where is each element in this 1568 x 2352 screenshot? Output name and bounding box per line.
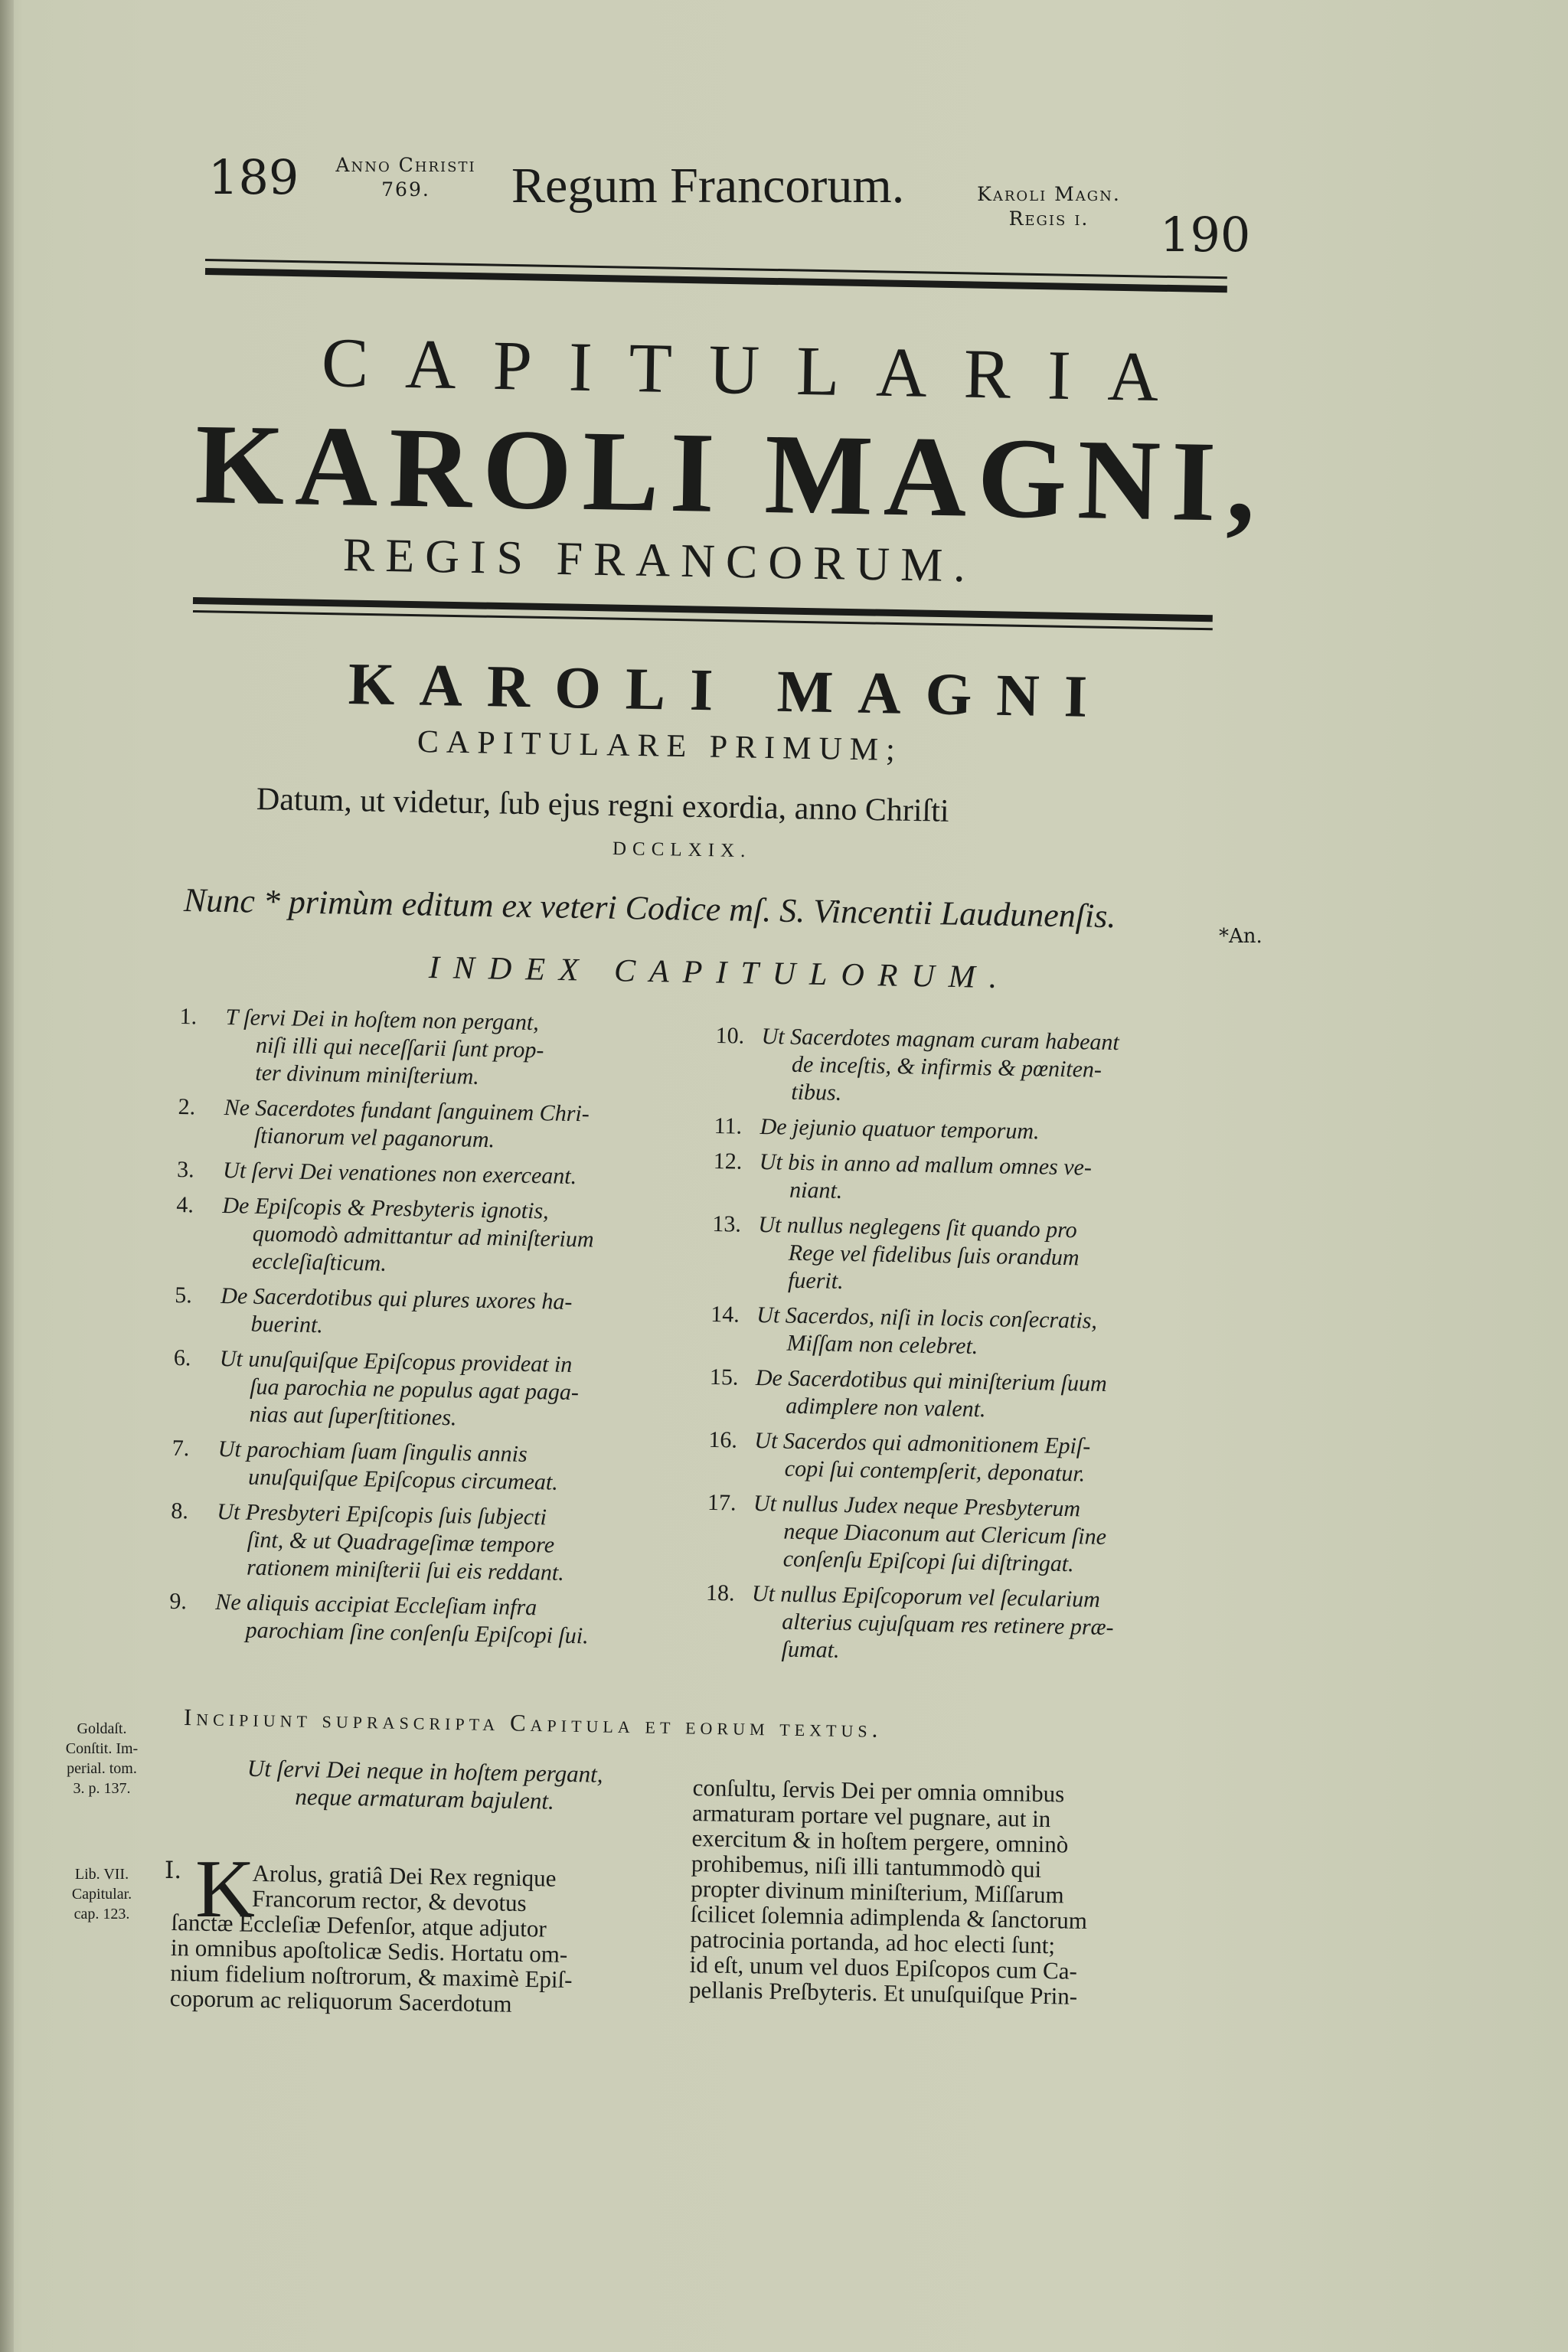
index-entry-number: 5. — [175, 1282, 193, 1308]
index-entry-text — [214, 1589, 589, 1651]
chapter-title-line: Ut ſervi Dei neque in hoſtem pergant, — [247, 1754, 603, 1788]
index-entry-number: 7. — [172, 1435, 190, 1462]
index-entry-line: fuerit. — [787, 1267, 844, 1294]
index-entry-text — [224, 1004, 544, 1092]
body-line: Arolus, gratiâ Dei Rex regnique — [252, 1859, 557, 1892]
index-entry-line: Ut Sacerdos qui admonitionem Epiſ- — [754, 1427, 1091, 1459]
chapter-1-title — [172, 1753, 678, 1818]
index-entry-number: 16. — [708, 1426, 738, 1453]
body-line: patrocinia portanda, ad hoc electi ſunt; — [689, 1925, 1056, 1959]
body-line: propter divinum miniſterium, Miſſarum — [691, 1874, 1064, 1909]
body-line: conſultu, ſervis Dei per omnia omnibus — [692, 1774, 1065, 1808]
margin-note-line: 3. p. 137. — [73, 1780, 131, 1797]
index-entry-number: 1. — [179, 1003, 198, 1030]
title-rule-thick — [193, 597, 1213, 622]
body-line: armaturam portare vel pugnare, aut in — [691, 1798, 1051, 1833]
index-entry-line: conſenſu Epiſcopi ſui diſtringat. — [782, 1546, 1074, 1577]
running-title: Regum Francorum. — [511, 158, 905, 214]
index-entry-line: ſumat. — [781, 1636, 840, 1663]
index-entry-text — [756, 1302, 1097, 1363]
index-entry-line: Ut unuſquiſque Epiſcopus provideat in — [219, 1345, 573, 1378]
index-entry-text — [220, 1282, 572, 1344]
section-heading: KAROLI MAGNI — [348, 650, 1112, 730]
margin-note-line: perial. tom. — [67, 1760, 137, 1777]
margin-note-goldast — [44, 1719, 159, 1798]
index-entry-number: 14. — [710, 1301, 740, 1328]
index-entry-line: Ut nullus neglegens ſit quando pro — [758, 1212, 1077, 1243]
book-spine — [0, 0, 14, 2352]
body-right-column — [689, 1775, 1191, 2011]
body-line: prohibemus, niſi illi tantummodò qui — [691, 1849, 1042, 1883]
margin-note-lib — [44, 1864, 159, 1924]
index-entry — [714, 1112, 1235, 1145]
index-entry — [179, 1003, 701, 1089]
margin-note-line: Lib. VII. — [74, 1866, 129, 1883]
index-entry — [169, 1588, 691, 1649]
index-entry-line: Ne aliquis accipiat Eccleſiam infra — [215, 1589, 537, 1621]
index-entry-line: ſint, & ut Quadrageſimæ tempore — [247, 1527, 555, 1558]
index-entry-line: unuſquiſque Epiſcopus circumeat. — [247, 1464, 559, 1495]
year-roman: DCCLXIX. — [612, 838, 752, 862]
index-entry-number: 6. — [173, 1344, 191, 1371]
index-entry-number: 13. — [712, 1210, 742, 1237]
index-entry-line: Ut Sacerdotes magnam curam habeant — [761, 1024, 1120, 1056]
index-entry-line: tibus. — [791, 1079, 842, 1106]
index-entry — [709, 1364, 1230, 1423]
index-entry-line: eccleſiaſticum. — [251, 1248, 387, 1276]
index-right-column — [704, 1022, 1244, 1705]
datum-line: Datum, ut videtur, ſub ejus regni exordia, anno Chriſti — [256, 782, 949, 829]
year: 769. — [381, 178, 430, 201]
index-entry-text — [760, 1023, 1119, 1112]
index-entry-line: Rege vel fidelibus ſuis orandum — [788, 1240, 1080, 1271]
index-entry-text — [221, 1192, 595, 1281]
index-entry — [172, 1435, 693, 1495]
running-head-left — [302, 153, 509, 202]
index-entry-line: alterius cujuſquam res retinere præ- — [782, 1609, 1114, 1641]
index-entry-line: De Sacerdotibus qui plures uxores ha- — [220, 1282, 573, 1315]
index-entry-text — [223, 1157, 577, 1191]
index-entry-line: Miſſam non celebret. — [786, 1330, 978, 1360]
margin-note-line: Capitular. — [71, 1886, 132, 1903]
index-entry-number: 2. — [178, 1093, 196, 1120]
index-entry-text — [755, 1364, 1107, 1426]
index-entry-line: niant. — [789, 1177, 843, 1204]
index-entry — [176, 1191, 697, 1276]
index-entry-text — [760, 1113, 1040, 1145]
running-head-right — [946, 182, 1152, 231]
index-entry — [715, 1022, 1236, 1106]
index-entry-line: neque Diaconum aut Clericum ſine — [783, 1518, 1107, 1550]
index-entry-line: buerint. — [250, 1311, 324, 1338]
index-entry-number: 11. — [714, 1112, 743, 1139]
index-entry-text — [759, 1148, 1092, 1210]
index-entry-number: 4. — [176, 1191, 194, 1218]
index-entry-text — [217, 1436, 559, 1497]
title-regis-francorum: REGIS FRANCORUM. — [342, 529, 977, 593]
index-entry — [176, 1156, 698, 1190]
index-entry-line: Ut parochiam ſuam ſingulis annis — [217, 1436, 528, 1468]
index-entry-line: De Epiſcopis & Presbyteris ignotis, — [222, 1193, 549, 1224]
karoli-magn: Karoli Magn. — [977, 183, 1121, 205]
body-line: coporum ac reliquorum Sacerdotum — [169, 1984, 512, 2017]
drop-cap: K — [195, 1844, 255, 1935]
index-entry-text — [218, 1345, 580, 1434]
index-entry — [173, 1344, 694, 1431]
index-entry-line: Ut Presbyteri Epiſcopis ſuis ſubjecti — [217, 1498, 547, 1530]
index-entry-line: De jejunio quatuor temporum. — [760, 1114, 1040, 1145]
body-line: Francorum rector, & devotus — [251, 1884, 527, 1917]
title-capitularia: CAPITULARIA — [321, 323, 1197, 416]
section-subheading: CAPITULARE PRIMUM; — [416, 724, 903, 769]
index-entry — [712, 1210, 1233, 1294]
index-entry-text — [216, 1498, 566, 1587]
index-entry-number: 9. — [169, 1588, 188, 1615]
index-entry-number: 17. — [707, 1489, 737, 1516]
chapter-number: I. — [165, 1857, 182, 1884]
index-entry-line: copi ſui contempſerit, deponatur. — [784, 1455, 1086, 1487]
index-entry-text — [754, 1427, 1091, 1488]
body-line: exercitum & in hoſtem pergere, omninò — [691, 1824, 1069, 1858]
index-entry-number: 3. — [176, 1156, 194, 1183]
margin-note-line: Conſtit. Im- — [65, 1740, 139, 1757]
index-entry-line: rationem miniſterii ſui eis reddant. — [246, 1554, 565, 1586]
index-entry — [705, 1579, 1227, 1663]
index-entry-line: Ne Sacerdotes fundant ſanguinem Chri- — [224, 1095, 590, 1127]
body-line: nium fidelium noſtrorum, & maximè Epiſ- — [170, 1958, 573, 1994]
index-entry-text — [752, 1490, 1106, 1579]
page-number-right: 190 — [1160, 207, 1251, 263]
index-entry-line: parochiam ſine conſenſu Epiſcopi ſui. — [245, 1617, 589, 1649]
index-entry-line: Ut nullus Judex neque Presbyterum — [753, 1490, 1081, 1522]
index-entry-text — [750, 1580, 1114, 1669]
index-entry-line: niſi illi qui neceſſarii ſunt prop- — [255, 1032, 544, 1063]
index-entry-line: adimplere non valent. — [785, 1393, 986, 1423]
index-heading: INDEX CAPITULORUM. — [428, 950, 1011, 996]
margin-note-line: Goldaſt. — [77, 1720, 127, 1737]
index-entry-line: Ut ſervi Dei venationes non exerceant. — [222, 1158, 577, 1190]
index-entry-number: 12. — [713, 1148, 743, 1174]
index-entry-line: de inceſtis, & infirmis & pœniten- — [791, 1051, 1102, 1083]
index-entry-text — [224, 1094, 590, 1155]
index-entry-line: ter divinum miniſterium. — [255, 1060, 480, 1089]
index-entry — [707, 1489, 1228, 1577]
title-karoli-magni: KAROLI MAGNI, — [194, 400, 1267, 547]
index-entry-number: 15. — [709, 1364, 739, 1390]
index-left-column — [168, 1003, 708, 1686]
index-entry-line: De Sacerdotibus qui miniſterium ſuum — [755, 1364, 1107, 1396]
index-entry — [178, 1093, 699, 1153]
regis: Regis i. — [1008, 207, 1089, 230]
side-note-star: *An. — [1219, 925, 1263, 948]
index-entry-line: quomodò admittantur ad miniſterium — [252, 1220, 594, 1253]
index-entry-line: nias aut ſuperſtitiones. — [249, 1401, 457, 1431]
body-left-column — [170, 1859, 678, 2019]
page-number-left: 189 — [208, 149, 299, 205]
index-entry — [713, 1148, 1234, 1204]
index-entry-number: 10. — [715, 1022, 745, 1049]
header-rule-thick — [205, 268, 1227, 292]
index-entry — [175, 1282, 696, 1338]
index-entry-line: Ut bis in anno ad mallum omnes ve- — [759, 1149, 1093, 1181]
body-line: ſanctæ Eccleſiæ Defenſor, atque adjutor — [171, 1908, 547, 1942]
body-line: pellanis Preſbyteris. Et unuſquiſque Prin- — [688, 1975, 1078, 2010]
index-entry-line: ſtianorum vel paganorum. — [253, 1122, 495, 1153]
index-entry — [708, 1426, 1230, 1487]
body-line: in omnibus apoſtolicæ Sedis. Hortatu om- — [170, 1933, 568, 1968]
index-entry-line: Ut Sacerdos, niſi in locis conſecratis, — [756, 1302, 1098, 1334]
nunc-line: Nunc * primùm editum ex veteri Codice mſ. S. Vincentii Laudunenſis. — [183, 881, 1116, 936]
index-entry — [171, 1498, 692, 1586]
index-entry-line: ſua parochia ne populus agat paga- — [249, 1374, 580, 1406]
index-entry-line: Ut nullus Epiſcoporum vel ſecularium — [751, 1580, 1101, 1612]
margin-note-line: cap. 123. — [74, 1906, 130, 1922]
index-entry-line: T ſervi Dei in hoſtem non pergant, — [225, 1004, 540, 1036]
body-line: id eſt, unum vel duos Epiſcopos cum Ca- — [689, 1950, 1078, 1984]
body-line: ſcilicet ſolemnia adimplenda & ſanctorum — [690, 1900, 1088, 1935]
chapter-title-line: neque armaturam bajulent. — [295, 1782, 555, 1815]
index-entry-text — [757, 1211, 1080, 1299]
anno-christi: Anno Christi — [335, 154, 476, 176]
incipiunt-heading: Incipiunt suprascripta Capitula et eorum textus. — [183, 1704, 883, 1743]
index-entry — [710, 1301, 1232, 1360]
index-entry-number: 8. — [171, 1498, 189, 1524]
index-entry-number: 18. — [705, 1579, 735, 1606]
